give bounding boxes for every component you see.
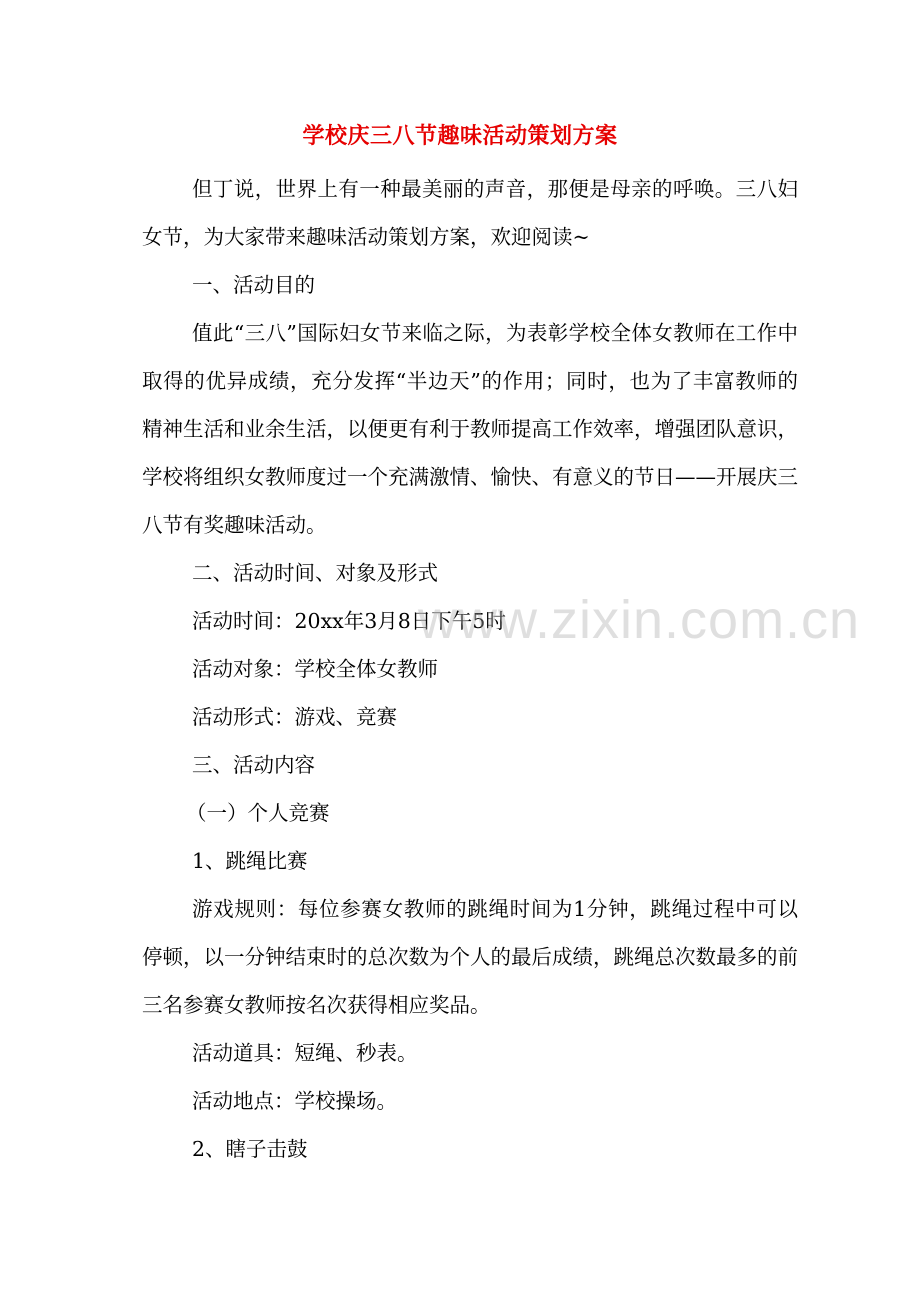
activity-form: 活动形式：游戏、竞赛 — [192, 705, 397, 729]
item2-heading: 2、瞎子击鼓 — [192, 1137, 308, 1161]
subsection1-heading: （一）个人竞赛 — [186, 801, 330, 825]
section1-paragraph: 值此“三八”国际妇女节来临之际，为表彰学校全体女教师在工作中取得的优异成绩，充分发挥“半边天”的作用；同时，也为了丰富教师的精神生活和业余生活，以便更有利于教师提高工作效率，增强团队意识，学校将组织女教师度过一个充满激情、愉快、有意义的节日——开展庆三八节有奖趣味活动。 — [142, 321, 798, 537]
section1-heading: 一、活动目的 — [192, 273, 315, 297]
document-title: 学校庆三八节趣味活动策划方案 — [302, 123, 618, 149]
item1-heading: 1、跳绳比赛 — [192, 849, 308, 873]
item1-rules-paragraph: 游戏规则：每位参赛女教师的跳绳时间为1分钟，跳绳过程中可以停顿，以一分钟结束时的总次数为个人的最后成绩，跳绳总次数最多的前三名参赛女教师按名次获得相应奖品。 — [142, 897, 798, 1017]
section2-heading: 二、活动时间、对象及形式 — [192, 561, 438, 585]
section3-heading: 三、活动内容 — [192, 753, 315, 777]
document-body — [142, 165, 798, 1173]
item1-location: 活动地点：学校操场。 — [192, 1089, 397, 1113]
item1-props: 活动道具：短绳、秒表。 — [192, 1041, 418, 1065]
activity-time: 活动时间：20xx年3月8日下午5时 — [192, 609, 506, 633]
watermark-text: www.zixin.com.cn — [418, 590, 861, 650]
activity-target: 活动对象：学校全体女教师 — [192, 657, 438, 681]
intro-paragraph: 但丁说，世界上有一种最美丽的声音，那便是母亲的呼唤。三八妇女节，为大家带来趣味活动策划方案，欢迎阅读~ — [142, 177, 798, 249]
